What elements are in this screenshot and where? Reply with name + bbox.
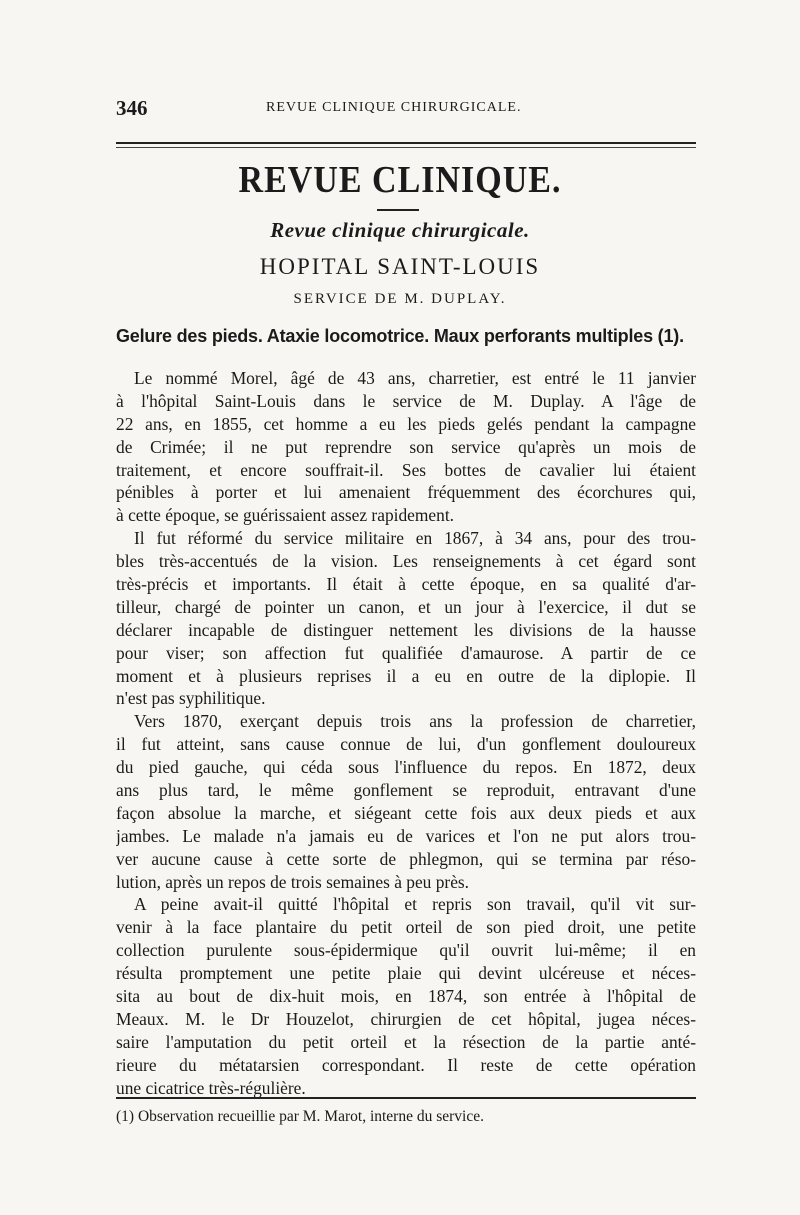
text-line: résulta promptement une petite plaie qui devint ulcéreuse et néces- bbox=[116, 963, 696, 984]
text-line: saire l'amputation du petit orteil et la résection de la partie anté- bbox=[116, 1031, 696, 1052]
text-line: pour viser; son affection fut qualifiée d'amaurose. A partir de ce bbox=[116, 642, 696, 663]
text-line: à l'hôpital Saint-Louis dans le service de M. Duplay. A l'âge de bbox=[116, 390, 696, 411]
text-line: rieure du métatarsien correspondant. Il reste de cette opération bbox=[116, 1054, 696, 1075]
text-line: moment et à plusieurs reprises il a eu en outre de la diplopie. Il bbox=[116, 665, 696, 686]
footnote: (1) Observation recueillie par M. Marot, interne du service. bbox=[116, 1108, 484, 1125]
text-line: du pied gauche, qui céda sous l'influence du repos. En 1872, deux bbox=[116, 757, 696, 778]
footnote-rule bbox=[116, 1097, 696, 1099]
text-line: déclarer incapable de distinguer nettement les divisions de la hausse bbox=[116, 619, 696, 640]
text-line: lution, après un repos de trois semaines à peu près. bbox=[116, 871, 470, 892]
text-line: n'est pas syphilitique. bbox=[116, 688, 266, 709]
text-line: bles très-accentués de la vision. Les renseignements à cet égard sont bbox=[116, 551, 696, 572]
text-line: jambes. Le malade n'a jamais eu de varices et l'on ne put alors trou- bbox=[116, 825, 696, 846]
text-line: tilleur, chargé de pointer un canon, et un jour à l'exercice, il dut se bbox=[116, 596, 696, 617]
article-body bbox=[116, 367, 696, 1100]
text-line: de Crimée; il ne put reprendre son service qu'après un mois de bbox=[116, 436, 696, 457]
header-rule-thin bbox=[116, 147, 696, 148]
text-line: il fut atteint, sans cause connue de lui, d'un gonflement douloureux bbox=[116, 734, 696, 755]
running-header bbox=[116, 96, 696, 126]
text-line: collection purulente sous-épidermique qu'il ouvrit lui-même; il en bbox=[116, 940, 696, 961]
text-line: Meaux. M. le Dr Houzelot, chirurgien de cet hôpital, jugea néces- bbox=[116, 1008, 696, 1029]
text-line: sita au bout de dix-huit mois, en 1874, son entrée à l'hôpital de bbox=[116, 986, 696, 1007]
text-line: A peine avait-il quitté l'hôpital et repris son travail, qu'il vit sur- bbox=[134, 894, 696, 915]
text-line: traitement, et encore souffrait-il. Ses bottes de cavalier lui étaient bbox=[116, 459, 696, 480]
page-number: 346 bbox=[116, 96, 148, 120]
text-line: ver aucune cause à cette sorte de phlegmon, qui se termina par réso- bbox=[116, 848, 696, 869]
text-line: Le nommé Morel, âgé de 43 ans, charretier, est entré le 11 janvier bbox=[134, 368, 696, 388]
title-divider bbox=[377, 209, 419, 211]
text-line: façon absolue la marche, et siégeant cette fois aux deux pieds et aux bbox=[116, 802, 696, 823]
text-line: ans plus tard, le même gonflement se reproduit, entravant d'une bbox=[116, 780, 696, 801]
text-line: pénibles à porter et lui amenaient fréquemment des écorchures qui, bbox=[116, 482, 696, 503]
header-rule bbox=[116, 142, 696, 144]
section-subtitle: Revue clinique chirurgicale. bbox=[270, 218, 530, 242]
text-line: à cette époque, se guérissaient assez rapidement. bbox=[116, 505, 455, 526]
text-line: une cicatrice très-régulière. bbox=[116, 1077, 306, 1098]
text-line: 22 ans, en 1855, cet homme a eu les pieds gelés pendant la campagne bbox=[116, 413, 696, 434]
article-title: Gelure des pieds. Ataxie locomotrice. Maux perforants multiples (1). bbox=[116, 326, 684, 346]
running-title: REVUE CLINIQUE CHIRURGICALE. bbox=[266, 100, 522, 115]
service-name: SERVICE DE M. DUPLAY. bbox=[293, 291, 507, 307]
section-title: REVUE CLINIQUE. bbox=[238, 159, 562, 202]
text-line: Il fut réformé du service militaire en 1867, à 34 ans, pour des trou- bbox=[134, 528, 696, 549]
text-line: Vers 1870, exerçant depuis trois ans la profession de charretier, bbox=[134, 711, 696, 732]
text-line: très-précis et importants. Il était à cette époque, en sa qualité d'ar- bbox=[116, 574, 696, 595]
text-line: venir à la face plantaire du petit orteil de son pied droit, une petite bbox=[116, 917, 696, 938]
hospital-name: HOPITAL SAINT-LOUIS bbox=[259, 254, 541, 279]
